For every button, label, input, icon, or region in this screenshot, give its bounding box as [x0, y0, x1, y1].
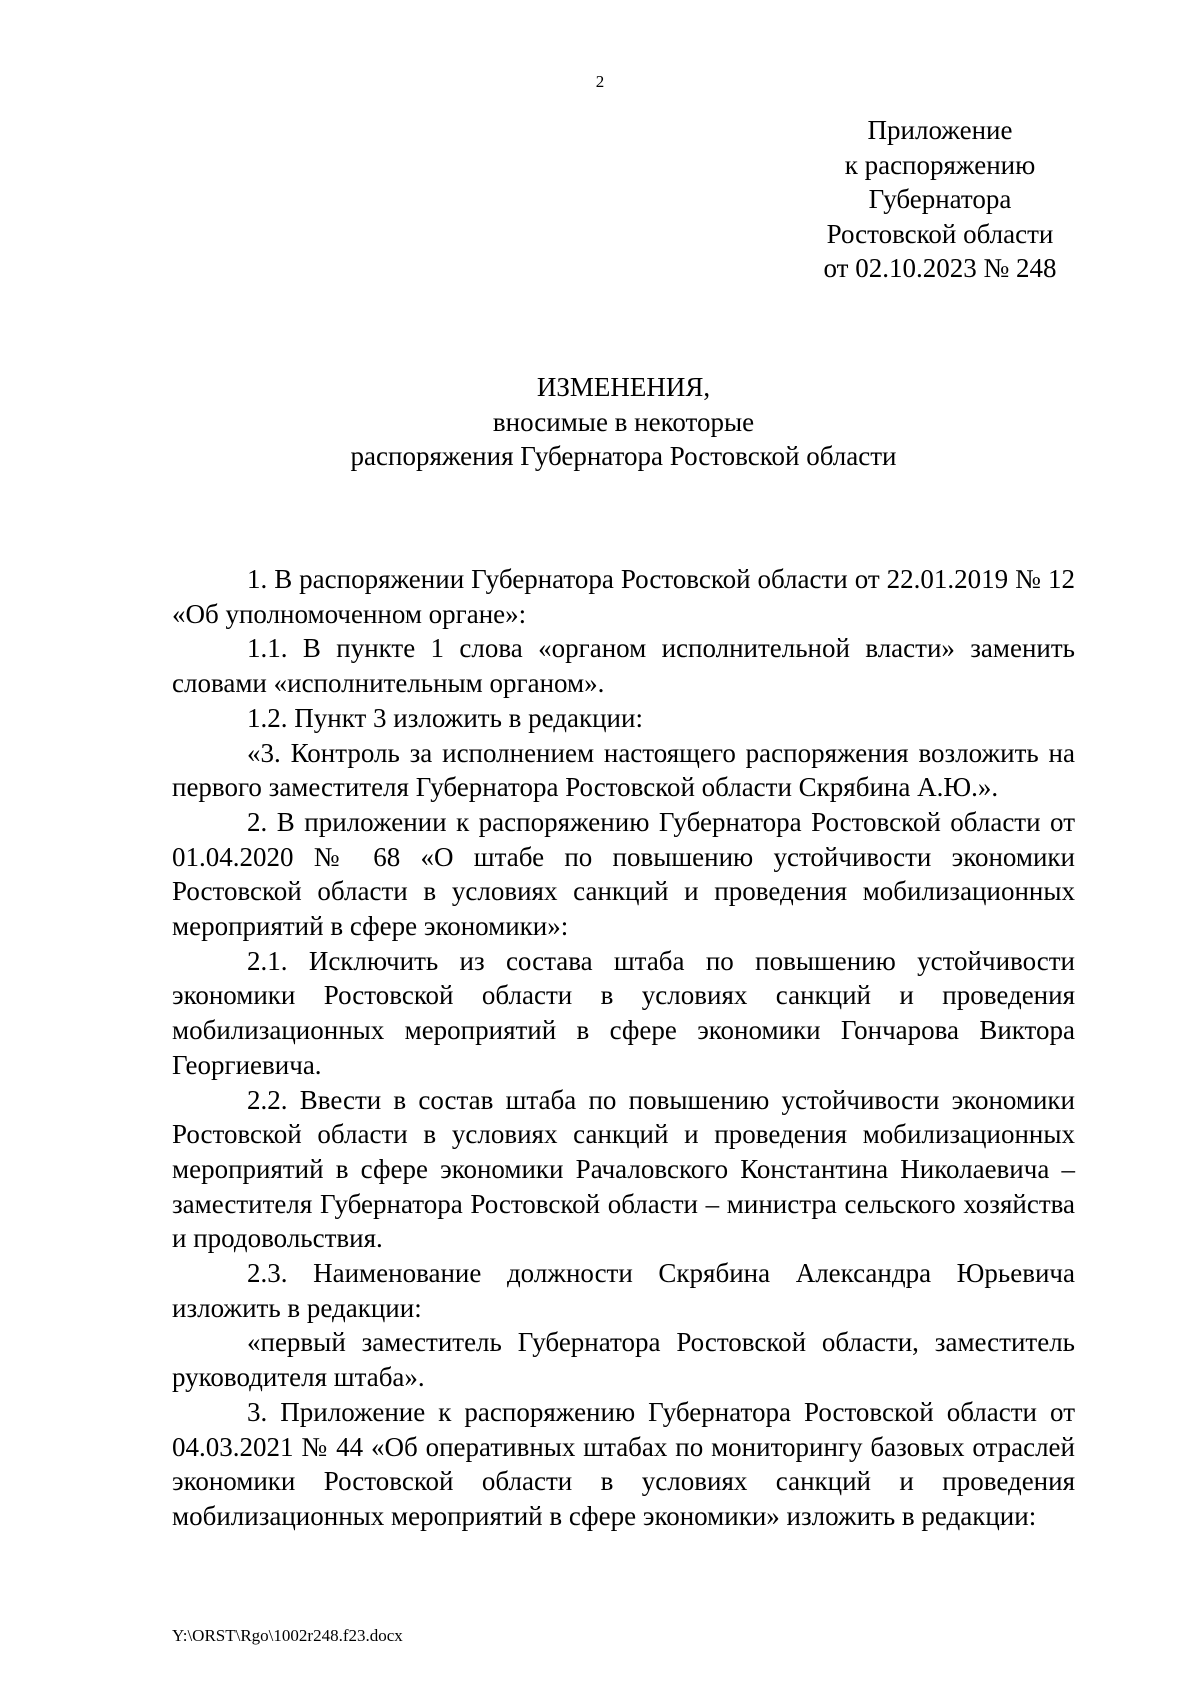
title-heading: ИЗМЕНЕНИЯ,	[536, 372, 711, 402]
page-number: 2	[595, 72, 605, 91]
paragraph-item-2-2: 2.2. Ввести в состав штаба по повышению устойчивости экономики Ростовской области в условиях санкций и проведения мобилизационных мероприятий в сфере экономики Рачаловского Константина Николаевича – заместителя Губернатора Ростовской области – министра сельского хозяйства и продовольствия.	[172, 1084, 1075, 1254]
title-subtitle-line: распоряжения Губернатора Ростовской области	[350, 441, 897, 471]
appendix-line: Ростовской области	[826, 218, 1054, 249]
paragraph-item-1: 1. В распоряжении Губернатора Ростовской области от 22.01.2019 № 12 «Об уполномоченном органе»:	[172, 564, 1075, 629]
title-subtitle-line: вносимые в некоторые	[492, 406, 755, 437]
paragraph-item-2: 2. В приложении к распоряжению Губернатора Ростовской области от 01.04.2020 № 68 «О штабе по повышению устойчивости экономики Ростовской области в условиях санкций и проведения мобилизационных мероприятий в сфере экономики»:	[172, 806, 1075, 942]
paragraph-item-2-3: 2.3. Наименование должности Скрябина Александра Юрьевича изложить в редакции:	[172, 1258, 1075, 1323]
appendix-header	[790, 113, 1090, 286]
document-title	[172, 370, 1075, 474]
appendix-date-number: от 02.10.2023 № 248	[823, 253, 1057, 283]
appendix-line: Приложение	[867, 115, 1013, 145]
appendix-line: Губернатора	[868, 184, 1012, 214]
paragraph-item-1-1: 1.1. В пункте 1 слова «органом исполнительной власти» заменить словами «исполнительным органом».	[172, 633, 1075, 699]
paragraph-item-3: 3. Приложение к распоряжению Губернатора Ростовской области от 04.03.2021 № 44 «Об оперативных штабах по мониторингу базовых отраслей экономики Ростовской области в условиях санкций и проведения мобилизационных мероприятий в сфере экономики» изложить в редакции:	[172, 1396, 1075, 1531]
paragraph-quoted-text: «первый заместитель Губернатора Ростовской области, заместитель руководителя штаба».	[172, 1327, 1075, 1393]
paragraph-quoted-text: «3. Контроль за исполнением настоящего распоряжения возложить на первого заместителя Губернатора Ростовской области Скрябина А.Ю.».	[172, 737, 1075, 803]
appendix-line: к распоряжению	[844, 149, 1036, 180]
paragraph-item-1-2: 1.2. Пункт 3 изложить в редакции:	[247, 702, 643, 733]
file-path-footer: Y:\ORST\Rgo\1002r248.f23.docx	[172, 1626, 403, 1645]
document-body	[172, 562, 1075, 1534]
paragraph-item-2-1: 2.1. Исключить из состава штаба по повышению устойчивости экономики Ростовской области в условиях санкций и проведения мобилизационных мероприятий в сфере экономики Гончарова Виктора Георгиевича.	[172, 945, 1075, 1080]
